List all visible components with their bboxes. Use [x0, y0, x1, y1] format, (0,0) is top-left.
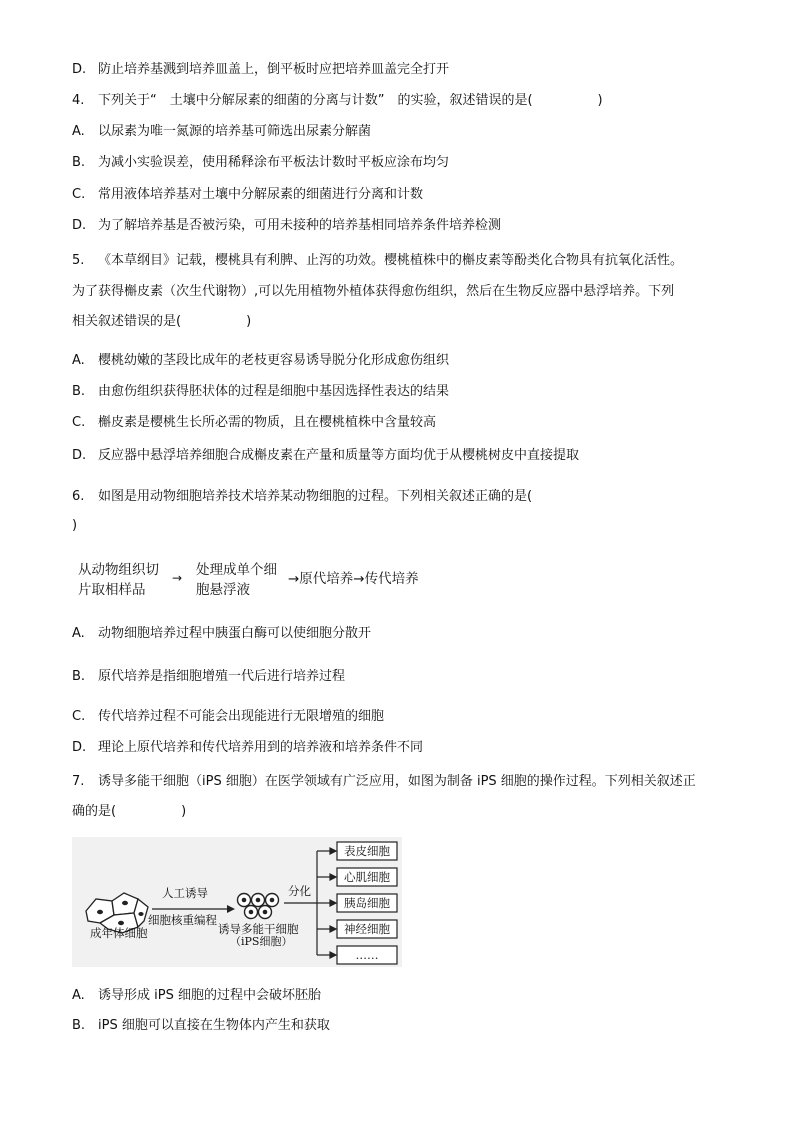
ips-diagram-figure [72, 837, 402, 967]
option-text: 反应器中悬浮培养细胞合成槲皮素在产量和质量等方面均优于从樱桃树皮中直接提取 [98, 448, 580, 463]
process-top-label: 人工诱导 [162, 886, 208, 900]
option-label: B. [72, 155, 86, 170]
target-box-label: …… [355, 948, 379, 962]
option-c-q4 [72, 186, 423, 204]
option-d-q4 [72, 217, 501, 235]
option-d-q6 [72, 739, 423, 757]
flow-arrow: → [172, 571, 183, 585]
option-label: A. [72, 124, 85, 139]
flow-step-3: →原代培养→传代培养 [288, 571, 419, 587]
option-text: 防止培养基溅到培养皿盖上，倒平板时应把培养皿盖完全打开 [98, 62, 450, 77]
ips-cells-cluster [238, 894, 279, 919]
target-box-label: 表皮细胞 [344, 844, 390, 858]
option-text: 传代培养过程不可能会出现能进行无限增殖的细胞 [98, 709, 385, 724]
option-c-q6 [72, 708, 384, 726]
question-4 [72, 92, 603, 110]
option-b-q4 [72, 154, 449, 172]
flow-step-1-line1: 从动物组织切 [78, 562, 159, 578]
option-text: 槲皮素是樱桃生长所必需的物质，且在樱桃植株中含量较高 [98, 415, 437, 430]
question-text: 如图是用动物细胞培养技术培养某动物细胞的过程。下列相关叙述正确的是( [98, 489, 533, 504]
option-label: A. [72, 626, 85, 641]
flow-step-2-line1: 处理成单个细 [196, 562, 277, 578]
option-label: B. [72, 669, 86, 684]
option-text: 诱导形成 iPS 细胞的过程中会破坏胚胎 [98, 988, 321, 1003]
question-text: ) [72, 518, 78, 533]
question-number: 7. [72, 774, 85, 789]
option-a-q5 [72, 352, 449, 370]
option-c-q5 [72, 414, 436, 432]
flow-step-2-line2: 胞悬浮液 [196, 582, 250, 598]
option-label: A. [72, 353, 85, 368]
option-label: D. [72, 62, 87, 77]
adult-cells-label: 成年体细胞 [90, 926, 148, 940]
question-text: 为了获得槲皮素（次生代谢物）,可以先用植物外植体获得愈伤组织，然后在生物反应器中悬浮培养。下列 [72, 284, 675, 299]
option-text: 由愈伤组织获得胚状体的过程是细胞中基因选择性表达的结果 [98, 384, 450, 399]
option-label: C. [72, 187, 86, 202]
question-7 [72, 773, 696, 791]
option-text: 为了解培养基是否被污染，可用未接种的培养基相同培养条件培养检测 [98, 218, 502, 233]
question-5 [72, 252, 683, 270]
ips-diagram [72, 837, 402, 967]
option-text: 理论上原代培养和传代培养用到的培养液和培养条件不同 [98, 740, 424, 755]
option-b-q6 [72, 668, 345, 686]
question-number: 6. [72, 489, 85, 504]
option-a-q4 [72, 123, 371, 141]
option-text: 常用液体培养基对土壤中分解尿素的细菌进行分离和计数 [98, 187, 424, 202]
flow-step-1-line2: 片取相样品 [78, 582, 146, 598]
flow-step-1 [78, 560, 159, 600]
option-label: A. [72, 988, 85, 1003]
question-text: 相关叙述错误的是( ) [72, 314, 252, 329]
option-text: iPS 细胞可以直接在生物体内产生和获取 [98, 1018, 330, 1033]
target-box-label: 心肌细胞 [344, 870, 390, 884]
question-number: 5. [72, 253, 85, 268]
option-label: D. [72, 448, 87, 463]
target-box-label: 胰岛细胞 [344, 896, 390, 910]
question-5-cont [72, 283, 674, 301]
process-bottom-label: 细胞核重编程 [148, 913, 217, 927]
differentiate-label: 分化 [288, 884, 311, 898]
question-6 [72, 488, 532, 506]
question-number: 4. [72, 93, 85, 108]
option-a-q7 [72, 987, 321, 1005]
option-text: 以尿素为唯一氮源的培养基可筛选出尿素分解菌 [98, 124, 372, 139]
option-label: B. [72, 384, 86, 399]
option-d-q3 [72, 61, 449, 79]
question-text: 下列关于“ 土壤中分解尿素的细菌的分离与计数” 的实验，叙述错误的是( ) [98, 93, 603, 108]
option-label: C. [72, 415, 86, 430]
ips-top-label: 诱导多能干细胞 [218, 922, 299, 936]
question-text: 诱导多能干细胞（iPS 细胞）在医学领域有广泛应用，如图为制备 iPS 细胞的操作过程。下列相关叙述正 [98, 774, 696, 789]
ips-bottom-label: （iPS细胞） [230, 935, 293, 948]
option-label: C. [72, 709, 86, 724]
question-5-end [72, 313, 251, 331]
question-text: 《本草纲目》记载，樱桃具有利脾、止泻的功效。樱桃植株中的槲皮素等酚类化合物具有抗氧化活性。 [98, 253, 684, 268]
option-b-q5 [72, 383, 449, 401]
option-text: 动物细胞培养过程中胰蛋白酶可以使细胞分散开 [98, 626, 372, 641]
option-label: B. [72, 1018, 86, 1033]
question-6-end [72, 517, 77, 535]
question-7-end [72, 803, 186, 821]
option-label: D. [72, 218, 87, 233]
option-a-q6 [72, 625, 371, 643]
option-text: 原代培养是指细胞增殖一代后进行培养过程 [98, 669, 346, 684]
option-text: 樱桃幼嫩的茎段比成年的老枝更容易诱导脱分化形成愈伤组织 [98, 353, 450, 368]
option-d-q5 [72, 447, 579, 465]
option-text: 为减小实验误差，使用稀释涂布平板法计数时平板应涂布均匀 [98, 155, 450, 170]
option-b-q7 [72, 1017, 330, 1035]
target-box-label: 神经细胞 [344, 922, 390, 936]
question-text: 确的是( ) [72, 804, 187, 819]
option-label: D. [72, 740, 87, 755]
flow-step-2 [196, 560, 277, 600]
